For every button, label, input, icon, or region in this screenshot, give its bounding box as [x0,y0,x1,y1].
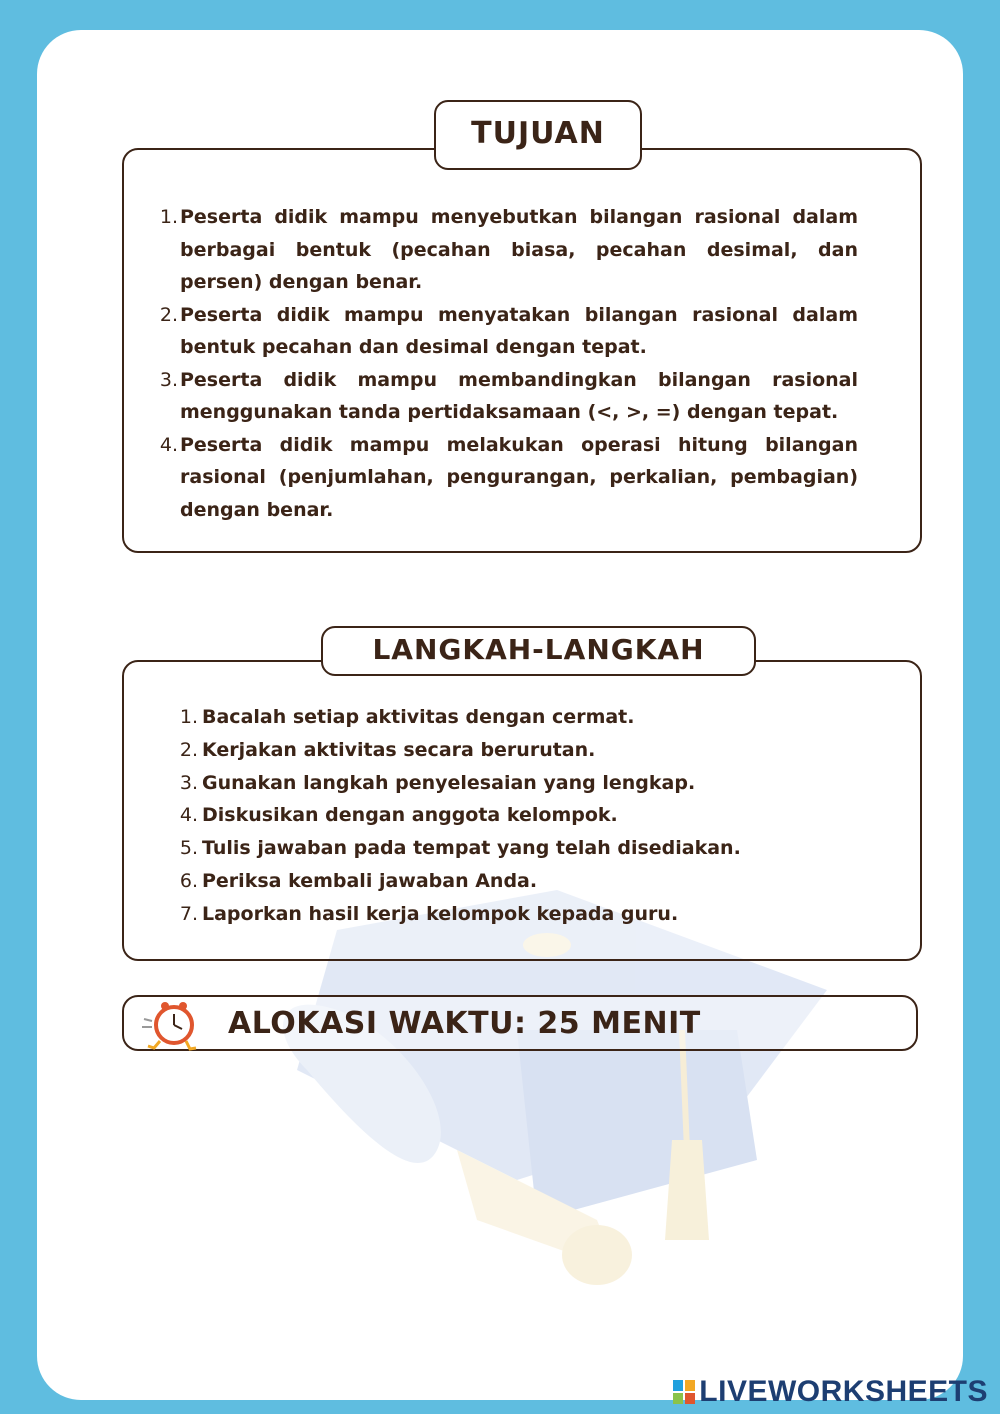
list-item: 4. Diskusikan dengan anggota kelompok. [179,804,618,827]
list-item: 6. Periksa kembali jawaban Anda. [179,869,538,892]
langkah-list [124,701,920,931]
tujuan-title: TUJUAN [434,100,642,170]
list-item: 2. Kerjakan aktivitas secara berurutan. [179,738,596,761]
langkah-title: LANGKAH-LANGKAH [321,626,756,676]
running-clock-icon [138,999,204,1051]
tujuan-list [124,201,920,526]
brand-name: LIVEWORKSHEETS [699,1375,988,1408]
worksheet-page [37,30,963,1400]
liveworksheets-logo-icon [673,1380,695,1404]
alokasi-waktu-banner [122,995,918,1051]
list-item: 3. Gunakan langkah penyelesaian yang lengkap. [179,771,696,794]
list-item: 7. Laporkan hasil kerja kelompok kepada guru. [179,902,679,925]
alokasi-waktu-text: ALOKASI WAKTU: 25 MENIT [228,1006,701,1041]
list-item: 1. Peserta didik mampu menyebutkan bilangan rasional dalam berbagai bentuk (pecahan biasa, pecahan desimal, dan persen) dengan benar. [159,206,858,293]
list-item: 4. Peserta didik mampu melakukan operasi hitung bilangan rasional (penjumlahan, pengurangan, perkalian, pembagian) dengan benar. [159,433,858,521]
liveworksheets-brand[interactable] [673,1376,988,1408]
list-item: 3. Peserta didik mampu membandingkan bilangan rasional menggunakan tanda pertidaksamaan (<, >, =) dengan tepat. [159,368,858,423]
list-item: 1. Bacalah setiap aktivitas dengan cermat. [179,706,635,728]
list-item: 2. Peserta didik mampu menyatakan bilangan rasional dalam bentuk pecahan dan desimal dengan tepat. [159,303,858,358]
langkah-section [122,660,922,961]
tujuan-section [122,148,922,553]
list-item: 5. Tulis jawaban pada tempat yang telah disediakan. [179,837,741,860]
